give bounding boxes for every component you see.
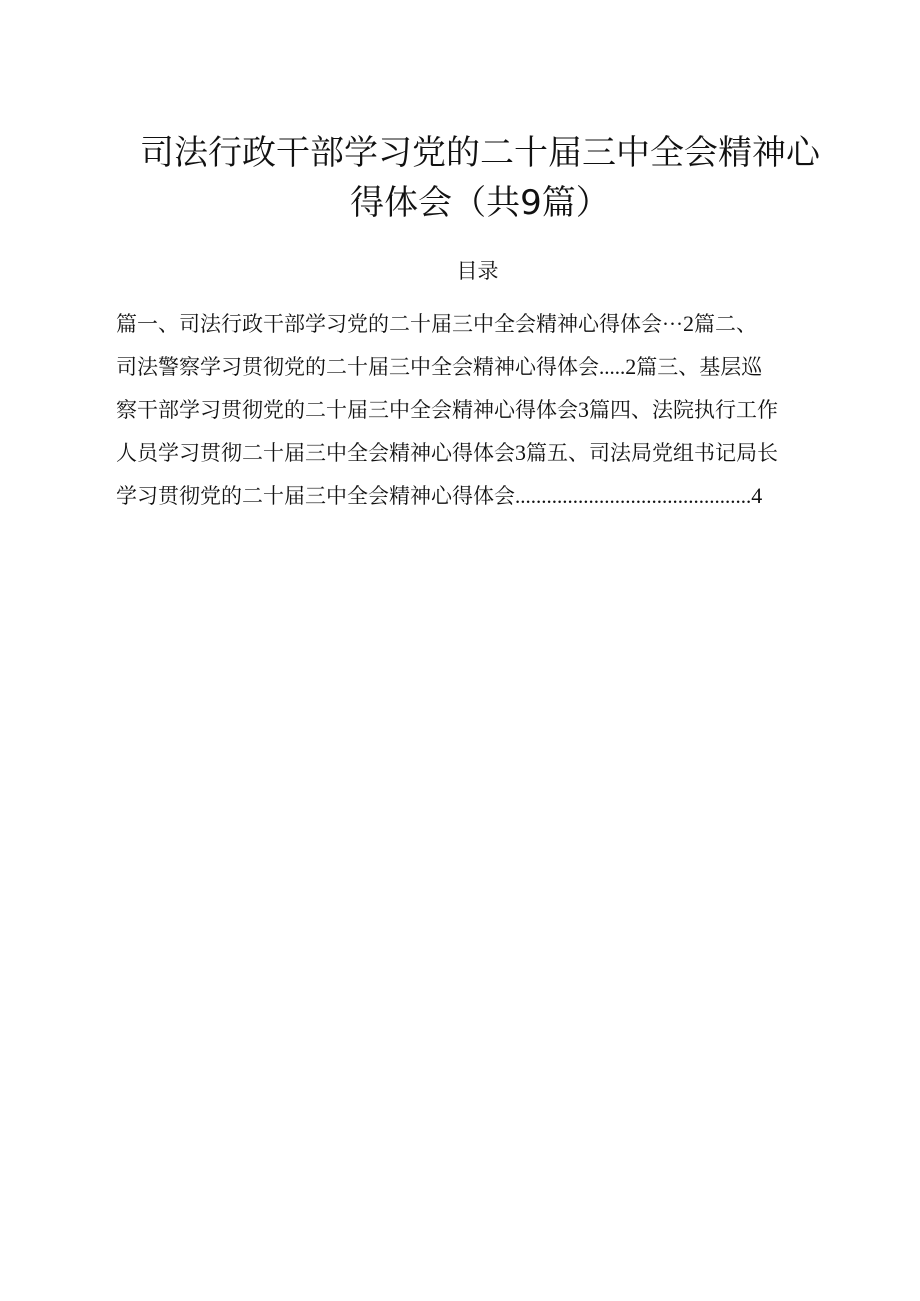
toc-entry-text: 篇一、司法行政干部学习党的二十届三中全会精神心得体会 <box>116 312 662 336</box>
toc-line[interactable] <box>116 345 836 388</box>
toc-entry-text: 篇二、 <box>693 312 757 336</box>
toc-entry-text: 司法警察学习贯彻党的二十届三中全会精神心得体会 <box>116 355 599 379</box>
toc-leader: ..... <box>599 355 626 379</box>
toc-heading: 目录 <box>456 259 499 283</box>
toc-page-number: 2 <box>682 311 694 336</box>
title-line-2: 得体会（共9篇） <box>350 183 610 223</box>
toc-entry-text: 学习贯彻党的二十届三中全会精神心得体会 <box>116 484 515 508</box>
toc-page-number: 3 <box>578 397 589 422</box>
toc-entry-text: 人员学习贯彻二十届三中全会精神心得体会 <box>116 441 515 465</box>
toc-line[interactable] <box>116 431 836 474</box>
toc-line[interactable] <box>116 302 836 345</box>
toc-page-number: 3 <box>515 440 526 465</box>
toc-page-number: 4 <box>751 483 763 508</box>
toc-leader: ............................................. <box>515 484 752 508</box>
toc-line[interactable] <box>116 388 836 431</box>
toc-entry-text: 篇五、司法局党组书记局长 <box>526 441 778 465</box>
table-of-contents <box>116 302 836 517</box>
toc-entry-text: 篇三、基层巡 <box>636 355 763 379</box>
toc-entry-text: 察干部学习贯彻党的二十届三中全会精神心得体会 <box>116 398 578 422</box>
title-line-1: 司法行政干部学习党的二十届三中全会精神心 <box>140 133 820 173</box>
document-title <box>130 128 830 228</box>
toc-page-number: 2 <box>625 354 637 379</box>
toc-entry-text: 篇四、法院执行工作 <box>589 398 778 422</box>
toc-leader: ··· <box>662 312 683 336</box>
toc-line[interactable] <box>116 474 836 517</box>
